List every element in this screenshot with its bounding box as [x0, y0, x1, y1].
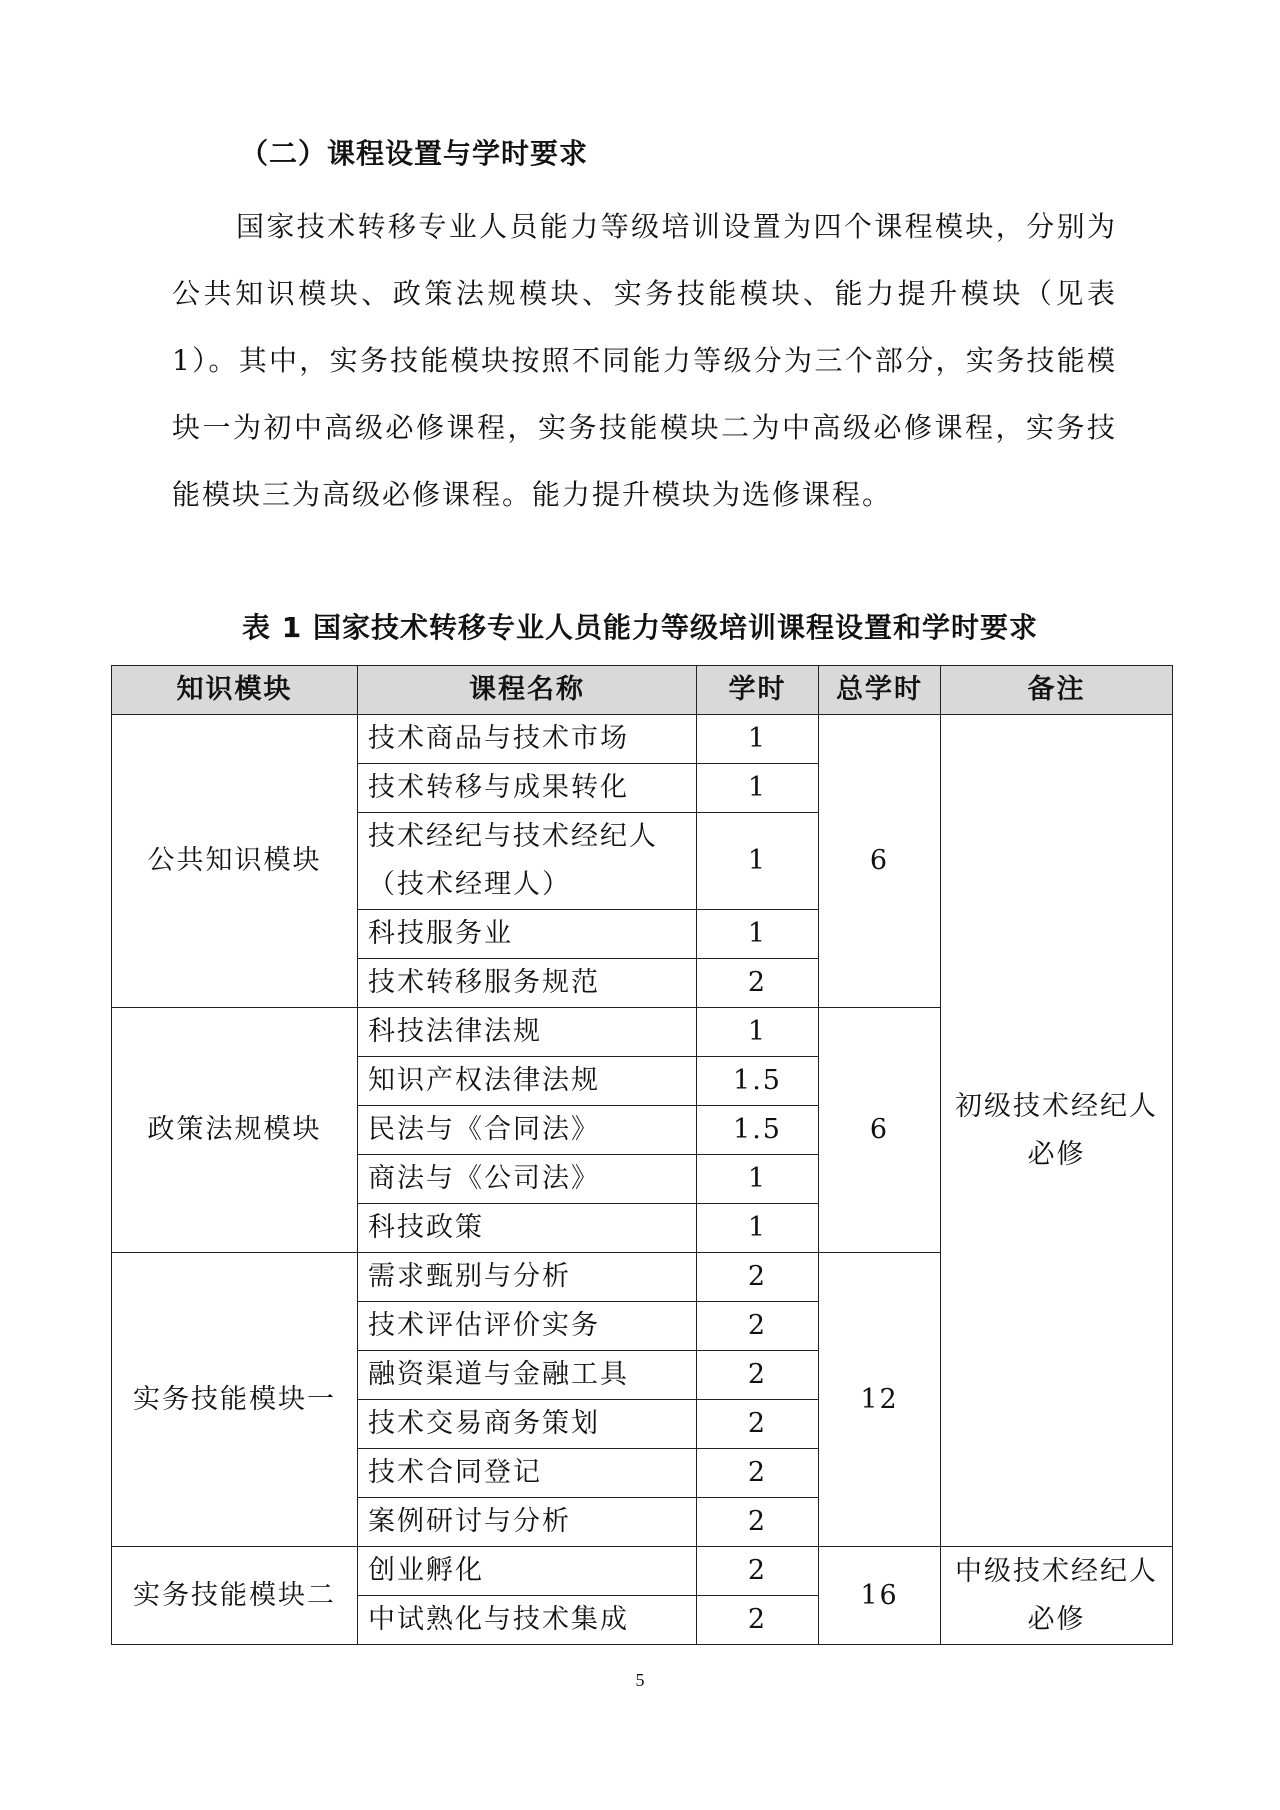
- hours-cell: 2: [697, 1253, 819, 1302]
- header-hours: 学时: [697, 666, 819, 715]
- course-cell: 知识产权法律法规: [358, 1057, 697, 1106]
- module-cell: 公共知识模块: [112, 715, 358, 1008]
- hours-cell: 1: [697, 1155, 819, 1204]
- course-cell: 技术交易商务策划: [358, 1400, 697, 1449]
- hours-cell: 2: [697, 1498, 819, 1547]
- course-cell: 技术经纪与技术经纪人（技术经理人）: [358, 813, 697, 910]
- course-cell: 科技服务业: [358, 910, 697, 959]
- note-cell: 初级技术经纪人必修: [941, 715, 1173, 1547]
- hours-cell: 2: [697, 1302, 819, 1351]
- hours-cell: 2: [697, 1351, 819, 1400]
- hours-cell: 1: [697, 813, 819, 910]
- course-cell: 需求甄别与分析: [358, 1253, 697, 1302]
- table-row: [112, 1547, 1173, 1596]
- intro-paragraph: 国家技术转移专业人员能力等级培训设置为四个课程模块，分别为公共知识模块、政策法规模块、实务技能模块、能力提升模块（见表1）。其中，实务技能模块按照不同能力等级分为三个部分，实务技能模块一为初中高级必修课程，实务技能模块二为中高级必修课程，实务技能模块三为高级必修课程。能力提升模块为选修课程。: [172, 210, 1117, 511]
- hours-cell: 2: [697, 959, 819, 1008]
- course-cell: 技术转移服务规范: [358, 959, 697, 1008]
- hours-cell: 2: [697, 1547, 819, 1596]
- table-header-row: [112, 666, 1173, 715]
- module-cell: 政策法规模块: [112, 1008, 358, 1253]
- module-cell: 实务技能模块一: [112, 1253, 358, 1547]
- hours-cell: 1: [697, 715, 819, 764]
- hours-cell: 1: [697, 910, 819, 959]
- course-cell: 创业孵化: [358, 1547, 697, 1596]
- module-cell: 实务技能模块二: [112, 1547, 358, 1645]
- header-note: 备注: [941, 666, 1173, 715]
- hours-cell: 2: [697, 1400, 819, 1449]
- hours-cell: 1.5: [697, 1057, 819, 1106]
- total-cell: 6: [819, 715, 941, 1008]
- course-cell: 科技政策: [358, 1204, 697, 1253]
- course-cell: 技术转移与成果转化: [358, 764, 697, 813]
- course-cell: 融资渠道与金融工具: [358, 1351, 697, 1400]
- course-cell: 技术商品与技术市场: [358, 715, 697, 764]
- hours-cell: 1.5: [697, 1106, 819, 1155]
- course-cell: 民法与《合同法》: [358, 1106, 697, 1155]
- section-heading: （二）课程设置与学时要求: [240, 137, 589, 170]
- total-cell: 6: [819, 1008, 941, 1253]
- page-number: 5: [635, 1670, 645, 1690]
- course-cell: 科技法律法规: [358, 1008, 697, 1057]
- hours-cell: 1: [697, 1204, 819, 1253]
- course-cell: 中试熟化与技术集成: [358, 1596, 697, 1645]
- course-cell: 案例研讨与分析: [358, 1498, 697, 1547]
- header-total: 总学时: [819, 666, 941, 715]
- course-table: [111, 665, 1173, 1645]
- table-row: [112, 715, 1173, 764]
- course-cell: 商法与《公司法》: [358, 1155, 697, 1204]
- total-cell: 12: [819, 1253, 941, 1547]
- header-module: 知识模块: [112, 666, 358, 715]
- header-course: 课程名称: [358, 666, 697, 715]
- hours-cell: 1: [697, 1008, 819, 1057]
- total-cell: 16: [819, 1547, 941, 1645]
- hours-cell: 2: [697, 1449, 819, 1498]
- course-cell: 技术评估评价实务: [358, 1302, 697, 1351]
- hours-cell: 1: [697, 764, 819, 813]
- course-cell: 技术合同登记: [358, 1449, 697, 1498]
- note-cell: 中级技术经纪人必修: [941, 1547, 1173, 1645]
- hours-cell: 2: [697, 1596, 819, 1645]
- table-caption: 表 1 国家技术转移专业人员能力等级培训课程设置和学时要求: [242, 611, 1038, 644]
